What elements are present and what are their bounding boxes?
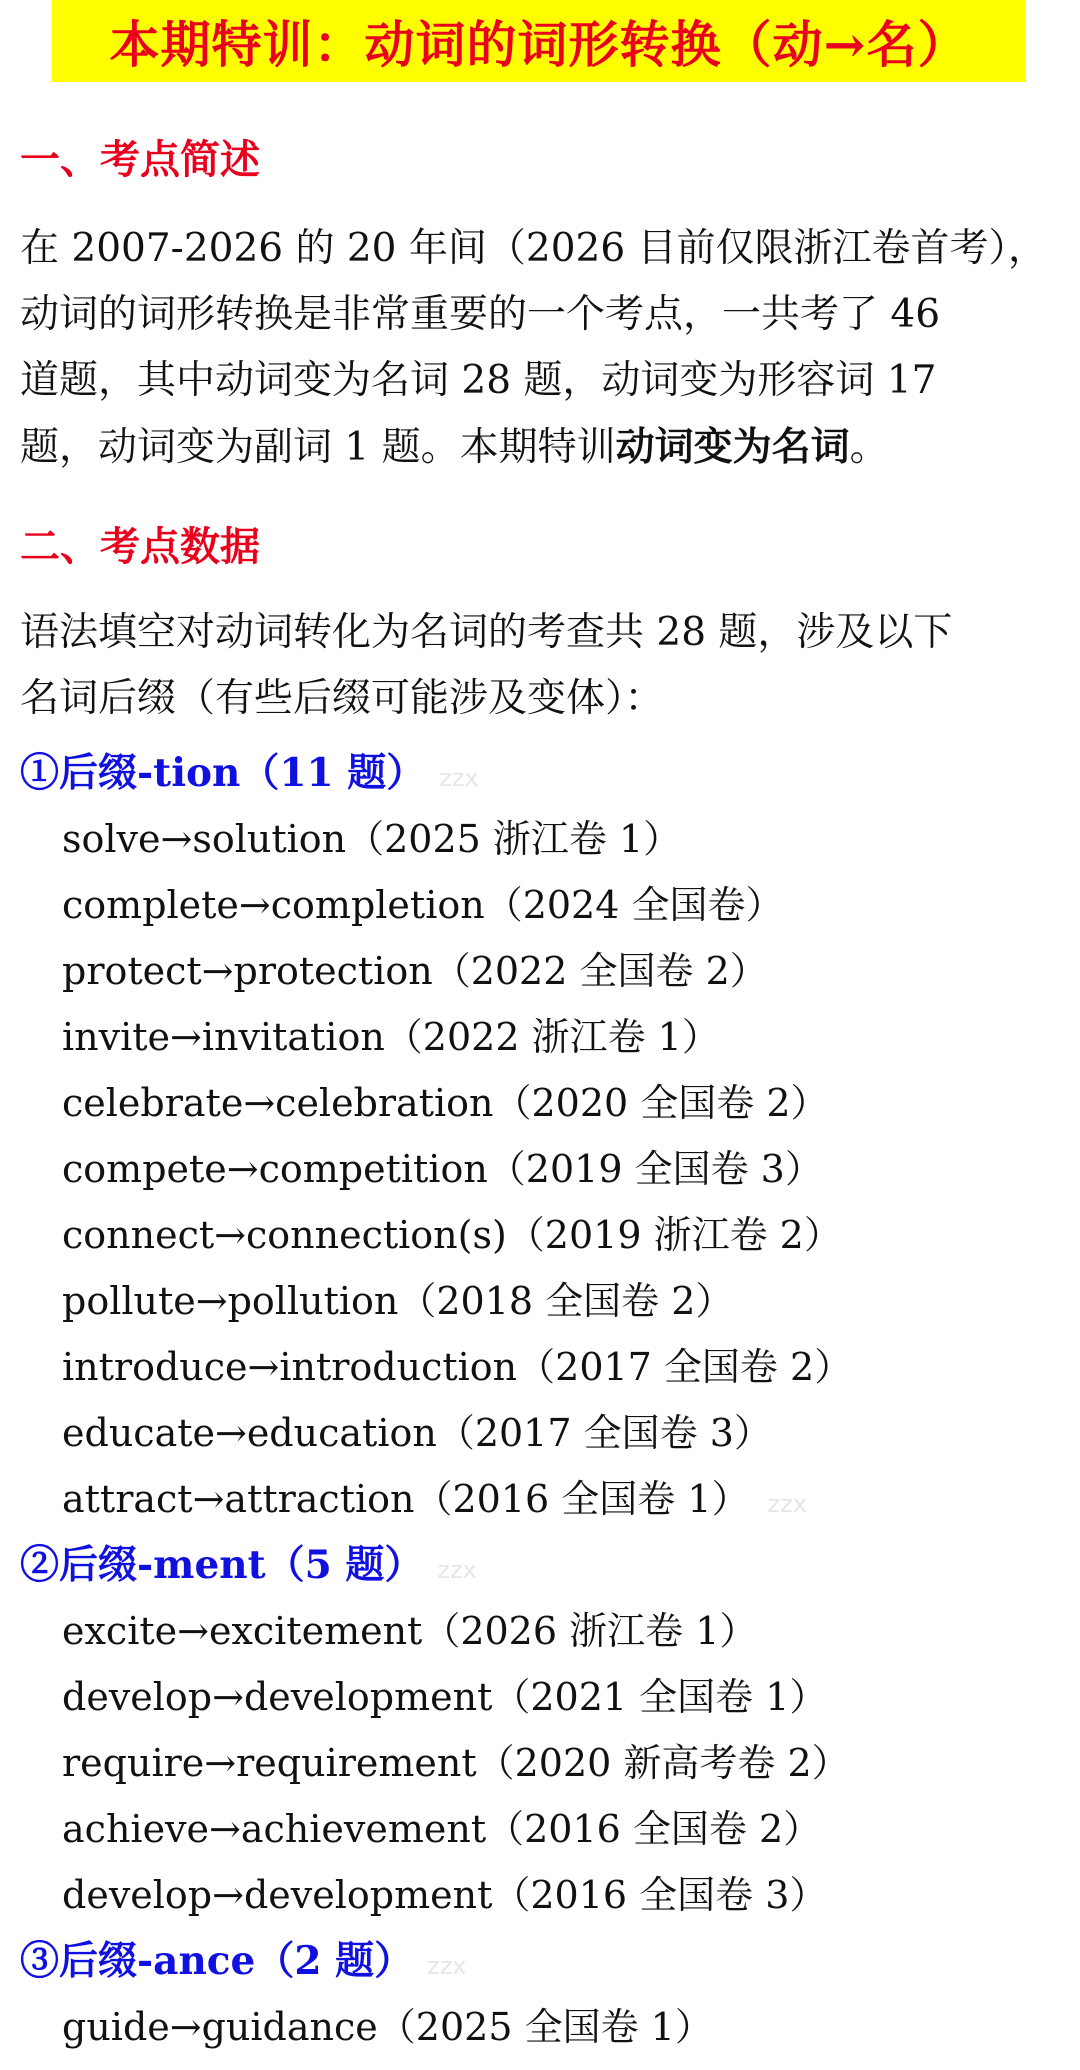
overview-line-4 [20,414,1065,481]
list-item: introduce→introduction（2017 全国卷 2） [62,1345,853,1389]
overview-line-4-prefix: 题，动词变为副词 1 题。本期特训 [20,425,616,470]
data-paragraph [20,600,1065,732]
group-heading-ance [20,1930,467,1986]
list-item: compete→competition（2019 全国卷 3） [62,1147,823,1191]
list-item: solve→solution（2025 浙江卷 1） [62,817,682,861]
list-item: invite→invitation（2022 浙江卷 1） [62,1015,720,1059]
group-heading-ment-label: ②后缀-ment（5 题） [20,1542,424,1588]
list-item: achieve→achievement（2016 全国卷 2） [62,1807,822,1851]
group-heading-tion-label: ①后缀-tion（11 题） [20,750,426,796]
list-item: guide→guidance（2025 全国卷 1） [62,2005,713,2049]
watermark-text: zzx [437,1556,477,1584]
watermark-text: zzx [427,1952,467,1980]
group-heading-ment [20,1534,477,1590]
list-item-text: attract→attraction（2016 全国卷 1） [62,1477,750,1521]
overview-line-4-suffix: 。 [849,425,889,470]
overview-line-2: 动词的词形转换是非常重要的一个考点，一共考了 46 [20,292,941,337]
data-line-1: 语法填空对动词转化为名词的考查共 28 题，涉及以下 [20,610,953,655]
title-banner [52,0,1026,82]
list-item [62,1468,807,1523]
list-item: educate→education（2017 全国卷 3） [62,1411,772,1455]
overview-paragraph [20,216,1065,481]
list-item: pollute→pollution（2018 全国卷 2） [62,1279,734,1323]
list-item: connect→connection(s)（2019 浙江卷 2） [62,1213,842,1257]
list-item: develop→development（2016 全国卷 3） [62,1873,828,1917]
list-item: celebrate→celebration（2020 全国卷 2） [62,1081,829,1125]
watermark-text: zzx [439,764,479,792]
overview-line-4-emphasis: 动词变为名词 [615,424,850,470]
watermark-text: zzx [767,1490,807,1518]
list-item: develop→development（2021 全国卷 1） [62,1675,828,1719]
overview-line-1: 在 2007-2026 的 20 年间（2026 目前仅限浙江卷首考）， [20,226,1048,271]
list-item: excite→excitement（2026 浙江卷 1） [62,1609,758,1653]
group-heading-ance-label: ③后缀-ance（2 题） [20,1938,414,1984]
page-title: 本期特训：动词的词形转换（动→名） [109,15,969,74]
data-line-2: 名词后缀（有些后缀可能涉及变体）： [20,676,664,721]
overview-line-3: 道题，其中动词变为名词 28 题，动词变为形容词 17 [20,358,937,403]
list-item: require→requirement（2020 新高考卷 2） [62,1741,850,1785]
list-item: protect→protection（2022 全国卷 2） [62,949,768,993]
section-heading-data: 二、考点数据 [20,523,260,570]
section-heading-overview: 一、考点简述 [20,136,260,183]
list-item: complete→completion（2024 全国卷） [62,883,784,927]
group-heading-tion [20,742,479,798]
